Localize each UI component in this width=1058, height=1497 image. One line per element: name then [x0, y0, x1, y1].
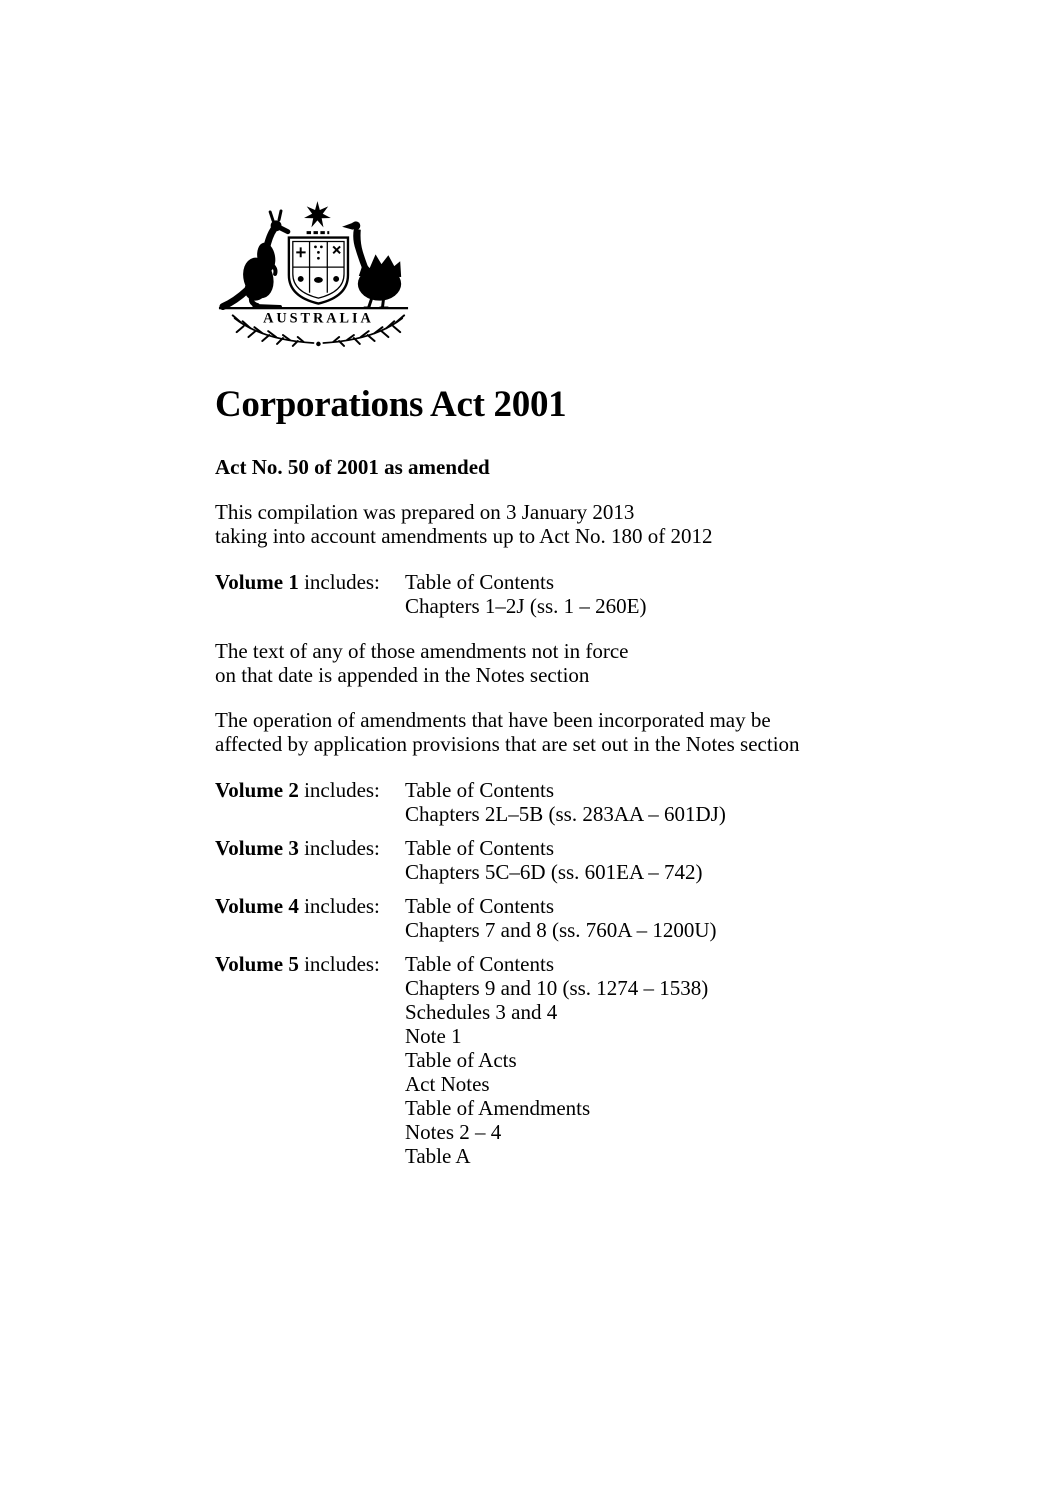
compilation-paragraph [215, 500, 1018, 548]
volume-content-line: Table of Acts [405, 1048, 517, 1072]
volume-content-line: Chapters 5C–6D (ss. 601EA – 742) [405, 860, 703, 884]
text-line: taking into account amendments up to Act No. 180 of 2012 [215, 524, 713, 548]
includes-word: includes: [304, 778, 380, 802]
volume-5-contents [405, 952, 708, 1168]
volume-content-line: Chapters 2L–5B (ss. 283AA – 601DJ) [405, 802, 726, 826]
volume-content-line: Chapters 9 and 10 (ss. 1274 – 1538) [405, 976, 709, 1000]
includes-word: includes: [304, 952, 380, 976]
amendments-not-in-force-paragraph [215, 639, 1018, 687]
text-line: The operation of amendments that have been incorporated may be [215, 708, 771, 732]
volume-content-line: Table of Contents [405, 778, 554, 802]
volume-content-line: Table A [405, 1144, 471, 1168]
volume-1-label [215, 570, 405, 618]
text-line: This compilation was prepared on 3 January 2013 [215, 500, 635, 524]
commonwealth-star-icon [304, 201, 331, 227]
ground-line [219, 307, 408, 309]
volume-1-row [215, 570, 1018, 618]
volume-name: Volume 2 [215, 778, 299, 802]
kangaroo-icon [223, 211, 288, 307]
volume-content-line: Notes 2 – 4 [405, 1120, 502, 1144]
act-number-line: Act No. 50 of 2001 as amended [215, 455, 490, 479]
volume-content-line: Table of Contents [405, 894, 554, 918]
volume-3-row [215, 836, 1018, 884]
text-line: on that date is appended in the Notes section [215, 663, 590, 687]
volume-content-line: Chapters 1–2J (ss. 1 – 260E) [405, 594, 647, 618]
volume-1-contents [405, 570, 646, 618]
text-line: The text of any of those amendments not in force [215, 639, 629, 663]
volume-5-label [215, 952, 405, 1168]
volume-5-row [215, 952, 1018, 1168]
volume-4-contents [405, 894, 716, 942]
australian-coat-of-arms [215, 200, 412, 350]
includes-word: includes: [304, 894, 380, 918]
volume-content-line: Chapters 7 and 8 (ss. 760A – 1200U) [405, 918, 717, 942]
volume-content-line: Table of Contents [405, 570, 554, 594]
shield-icon [289, 238, 348, 304]
volume-content-line: Table of Contents [405, 836, 554, 860]
volume-4-label [215, 894, 405, 942]
coat-of-arms-graphic [215, 200, 412, 350]
includes-word: includes: [304, 570, 380, 594]
volume-3-label [215, 836, 405, 884]
volume-2-contents [405, 778, 726, 826]
page-title: Corporations Act 2001 [215, 384, 567, 425]
volume-content-line: Table of Amendments [405, 1096, 591, 1120]
operation-of-amendments-paragraph [215, 708, 1018, 756]
volume-name: Volume 1 [215, 570, 299, 594]
emu-icon [342, 221, 401, 307]
text-line: affected by application provisions that are set out in the Notes section [215, 732, 800, 756]
volume-3-contents [405, 836, 703, 884]
volume-content-line: Table of Contents [405, 952, 554, 976]
volume-name: Volume 4 [215, 894, 299, 918]
volume-2-label [215, 778, 405, 826]
volume-4-row [215, 894, 1018, 942]
volume-2-row [215, 778, 1018, 826]
volume-content-line: Schedules 3 and 4 [405, 1000, 558, 1024]
volume-content-line: Note 1 [405, 1024, 462, 1048]
volume-name: Volume 3 [215, 836, 299, 860]
volume-content-line: Act Notes [405, 1072, 490, 1096]
volume-name: Volume 5 [215, 952, 299, 976]
australia-label: AUSTRALIA [263, 310, 374, 327]
includes-word: includes: [304, 836, 380, 860]
